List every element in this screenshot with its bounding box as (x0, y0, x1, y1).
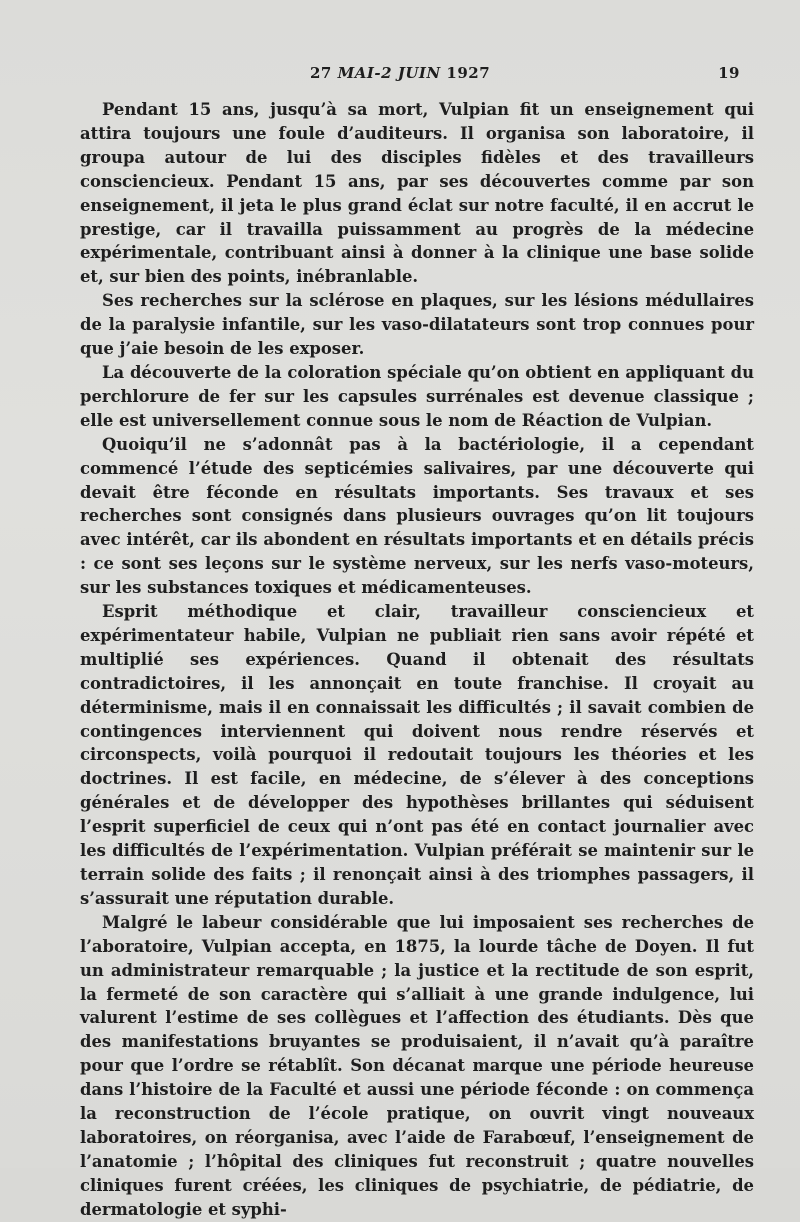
paragraph: Esprit méthodique et clair, travailleur consciencieux et expérimentateur habile, Vulpian ne publiait rien sans avoir répété et multiplié ses expériences. Quand il obtenait des résultats contradictoires, il les annonçait en toute franchise. Il croyait au déterminisme, mais il en connaissait les difficultés ; il savait combien de contingences interviennent qui doivent nous rendre réservés et circonspects, voilà pourquoi il redoutait toujours les théories et les doctrines. Il est facile, en médecine, de s’élever à des conceptions générales et de développer des hypothèses brillantes qui séduisent l’esprit superficiel de ceux qui n’ont pas été en contact journalier avec les difficultés de l’expérimentation. Vulpian préférait se maintenir sur le terrain solide des faits ; il renonçait ainsi à des triomphes passagers, il s’assurait une réputation durable. (80, 602, 754, 908)
paragraph: Ses recherches sur la sclérose en plaques, sur les lésions médullaires de la paralysie infantile, sur les vaso-dilatateurs sont trop connues pour que j’aie besoin de les exposer. (80, 291, 754, 359)
header-day: 27 (310, 64, 332, 82)
paragraph: Quoiqu’il ne s’adonnât pas à la bactériologie, il a cependant commencé l’étude des septicémies salivaires, par une découverte qui devait être féconde en résultats importants. Ses travaux et ses recherches sont consignés dans plusieurs ouvrages qu’on lit toujours avec intérêt, car ils abondent en résultats importants et en détails précis : ce sont ses leçons sur le système nerveux, sur les nerfs vaso-moteurs, sur les substances toxiques et médicamenteuses. (80, 434, 754, 598)
header-date (310, 64, 490, 82)
paragraph: Pendant 15 ans, jusqu’à sa mort, Vulpian fit un enseignement qui attira toujours une foule d’auditeurs. Il organisa son laboratoire, il groupa autour de lui des disciples fidèles et des travailleurs consciencieux. Pendant 15 ans, par ses découvertes comme par son enseignement, il jeta le plus grand éclat sur notre faculté, il en accrut le prestige, car il travailla puissamment au progrès de la médecine expérimentale, contribuant ainsi à donner à la clinique une base solide et, sur bien des points, inébranlable. (80, 100, 754, 287)
page-number: 19 (718, 64, 740, 82)
header-month-range: MAI-2 JUIN (337, 64, 441, 82)
header-year: 1927 (446, 64, 491, 82)
body-text (80, 98, 754, 1222)
paragraph: La découverte de la coloration spéciale qu’on obtient en appliquant du perchlorure de fer sur les capsules surrénales est devenue classique ; elle est universellement connue sous le nom de Réaction de Vulpian. (80, 362, 754, 430)
running-header (80, 64, 740, 88)
paragraph: Malgré le labeur considérable que lui imposaient ses recherches de l’aboratoire, Vulpian accepta, en 1875, la lourde tâche de Doyen. Il fut un administrateur remarquable ; la justice et la rectitude de son esprit, la fermeté de son caractère qui s’alliait à une grande indulgence, lui valurent l’estime de ses collègues et l’affection des étudiants. Dès que des manifestations bruyantes se produisaient, il n’avait qu’à paraître pour que l’ordre se rétablît. Son décanat marque une période heureuse dans l’histoire de la Faculté et aussi une période féconde : on commença la reconstruction de l’école pratique, on ouvrit vingt nouveaux laboratoires, on réorganisa, avec l’aide de Farabœuf, l’enseignement de l’anatomie ; l’hôpital des cliniques fut reconstruit ; quatre nouvelles cliniques furent créées, les cliniques de psychiatrie, de pédiatrie, de dermatologie et syphi- (80, 912, 754, 1219)
